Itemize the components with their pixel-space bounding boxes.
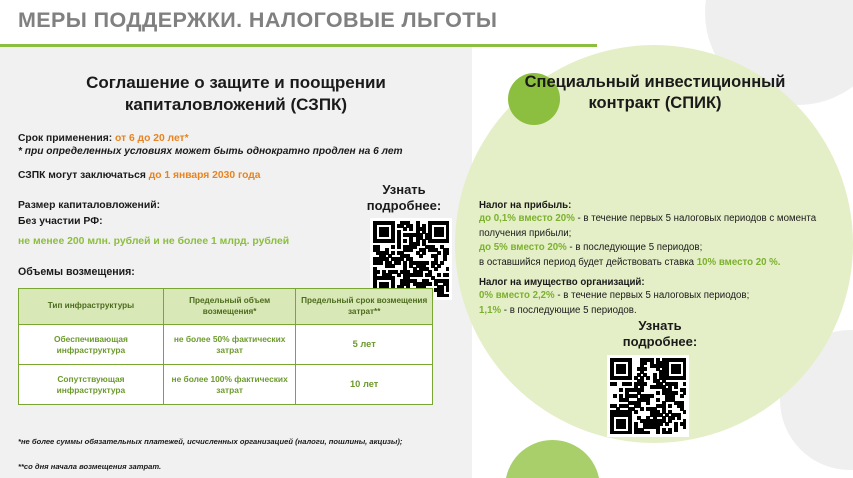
- table-cell-limit: не более 50% фактических затрат: [163, 325, 295, 365]
- right-property-tax-label: Налог на имущество организаций:: [479, 277, 645, 288]
- property-text-1: - в течение первых 5 налоговых периодов;: [554, 290, 750, 301]
- right-property-tax-list: [479, 289, 829, 318]
- left-volumes-label: Объемы возмещения:: [18, 266, 135, 278]
- profit-rate-3: 10% вместо 20 %.: [696, 257, 781, 269]
- left-size-label: Размер капиталовложений:: [18, 200, 161, 211]
- left-term-note: * при определенных условиях может быть однократно продлен на 6 лет: [18, 146, 403, 157]
- right-qr-caption-line1: Узнать: [638, 318, 682, 333]
- right-property-tax-item: [479, 304, 829, 319]
- table-header-row: [19, 289, 433, 325]
- right-profit-tax-item: [479, 212, 829, 241]
- left-conclude-value: до 1 января 2030 года: [148, 170, 261, 181]
- left-qr-caption-line2: подробнее:: [366, 197, 442, 213]
- table-header-cell: Тип инфраструктуры: [19, 289, 164, 325]
- table-header-cell: Предельный срок возмещения затрат**: [296, 289, 433, 325]
- table-cell-type: Сопутствующая инфраструктура: [19, 365, 164, 405]
- right-profit-tax-list: [479, 212, 829, 271]
- right-profit-tax-item: [479, 256, 829, 271]
- compensation-table: [18, 288, 433, 405]
- profit-rate-2: до 5%: [479, 242, 508, 254]
- table-row: [19, 365, 433, 405]
- left-conclude-line: [18, 170, 261, 181]
- right-section-heading: Специальный инвестиционный контракт (СПИК): [524, 73, 786, 113]
- right-qr-code[interactable]: [607, 355, 689, 437]
- table-cell-term: 10 лет: [296, 365, 433, 405]
- property-text-2: - в последующие 5 периодов.: [501, 304, 637, 316]
- right-profit-tax-label: Налог на прибыль:: [479, 200, 572, 211]
- left-participation-value: не менее 200 млн. рублей и не более 1 млрд. рублей: [18, 236, 290, 247]
- left-term-line: [18, 133, 189, 144]
- profit-instead-2: вместо 20%: [510, 242, 567, 254]
- right-qr-caption-line2: подробнее:: [622, 333, 698, 349]
- left-footnote-2: **со дня начала возмещения затрат.: [18, 462, 162, 471]
- table-row: [19, 325, 433, 365]
- table-cell-limit: не более 100% фактических затрат: [163, 365, 295, 405]
- decorative-green-circle-bottom: [505, 440, 600, 478]
- property-rate-1: 0%: [479, 290, 494, 301]
- left-section-heading: Соглашение о защите и поощрении капиталовложений (СЗПК): [86, 73, 386, 114]
- left-qr-caption: [352, 182, 456, 213]
- profit-rate-1: до 0,1%: [479, 213, 516, 224]
- title-divider: [0, 44, 597, 47]
- profit-text-2: - в последующие 5 периодов;: [566, 242, 703, 254]
- left-footnote-1: *не более суммы обязательных платежей, исчисленных организацией (налоги, пошлины, акцизы);: [18, 437, 403, 446]
- table-cell-type: Обеспечивающая инфраструктура: [19, 325, 164, 365]
- page-title: МЕРЫ ПОДДЕРЖКИ. НАЛОГОВЫЕ ЛЬГОТЫ: [18, 8, 498, 32]
- table-header-cell: Предельный объем возмещения*: [163, 289, 295, 325]
- property-instead-1: вместо 2,2%: [495, 290, 555, 301]
- left-term-label: Срок применения:: [18, 133, 113, 144]
- profit-instead-1: вместо 20%: [518, 213, 575, 224]
- right-profit-tax-item: [479, 241, 829, 256]
- left-term-value: от 6 до 20 лет*: [115, 133, 189, 144]
- left-conclude-label: СЗПК могут заключаться: [18, 170, 146, 181]
- profit-text-1: - в течение первых 5 налоговых периодов с момента получения прибыли;: [479, 213, 817, 239]
- property-rate-2: 1,1%: [479, 304, 502, 316]
- right-qr-caption: [575, 318, 745, 349]
- right-property-tax-item: [479, 289, 829, 304]
- profit-text-3-prefix: в оставшийся период будет действовать ставка: [479, 257, 697, 269]
- table-cell-term: 5 лет: [296, 325, 433, 365]
- left-participation-label: Без участии РФ:: [18, 216, 103, 227]
- left-qr-caption-line1: Узнать: [382, 182, 426, 197]
